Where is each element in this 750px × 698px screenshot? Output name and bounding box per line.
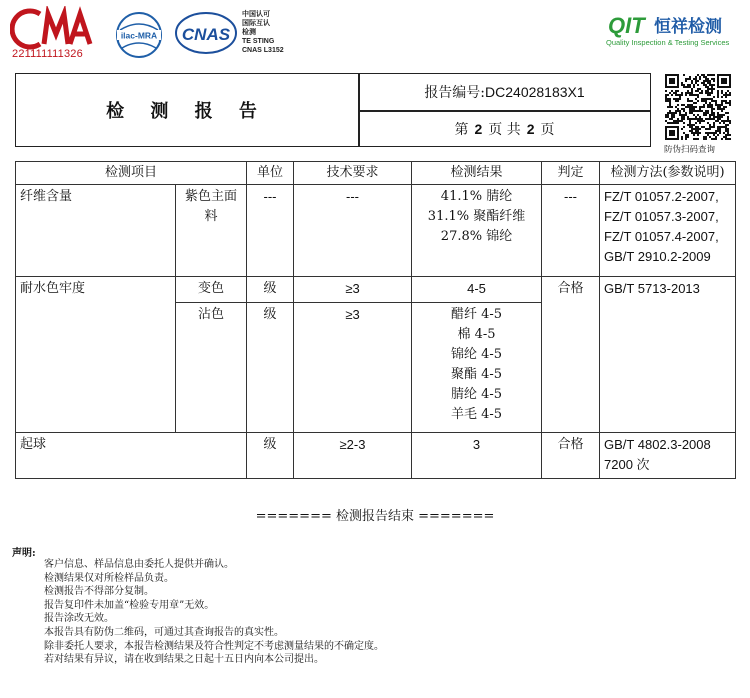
- result-line: 醋纤 4-5: [450, 307, 503, 322]
- header-unit: 单位: [247, 162, 294, 185]
- report-number-value: DC24028183X1: [485, 83, 585, 100]
- table-row: [16, 185, 736, 277]
- method-fiber: [600, 185, 736, 277]
- result-line: 腈纶 4-5: [450, 387, 503, 402]
- cnas-accreditation-text: 中国认可 国际互认 检测 TE STING CNAS L3152: [242, 11, 284, 54]
- results-table: [15, 161, 736, 479]
- declaration-item: 检测结果仅对所检样品负责。: [44, 572, 174, 584]
- unit-fiber: ---: [247, 185, 294, 277]
- result-line: 27.8% 锦纶: [440, 229, 513, 244]
- svg-text:QIT: QIT: [608, 13, 645, 38]
- judgement-water-fastness: 合格: [542, 277, 600, 433]
- report-end-line: ======= 检测报告结束 =======: [255, 509, 495, 524]
- unit-change: 级: [247, 277, 294, 303]
- result-line: 棉 4-5: [457, 327, 496, 342]
- method-line: GB/T 4802.3-2008: [604, 437, 711, 452]
- sub-item-staining: 沾色: [176, 303, 247, 433]
- requirement-fiber: ---: [294, 185, 412, 277]
- declaration-item: 报告复印件未加盖“检验专用章”无效。: [44, 599, 215, 611]
- sub-item-fiber: 紫色主面料: [176, 185, 247, 277]
- qr-code[interactable]: [665, 74, 731, 144]
- result-line: 41.1% 腈纶: [440, 189, 513, 204]
- page-info: [358, 111, 651, 147]
- page-suffix: 页: [540, 122, 555, 138]
- unit-staining: 级: [247, 303, 294, 433]
- unit-pilling: 级: [247, 433, 294, 479]
- item-fiber: 纤维含量: [16, 185, 176, 277]
- declaration-item: 报告涂改无效。: [44, 613, 114, 625]
- header-requirement: 技术要求: [294, 162, 412, 185]
- cnas-logo: [174, 10, 238, 60]
- judgement-fiber: ---: [542, 185, 600, 277]
- sub-item-change: 变色: [176, 277, 247, 303]
- svg-text:恒祥检测: 恒祥检测: [654, 17, 722, 37]
- table-row: [16, 277, 736, 303]
- method-line: FZ/T 01057.4-2007,: [604, 229, 719, 244]
- page-current: 2: [474, 121, 483, 137]
- table-header-row: [16, 162, 736, 185]
- header-result: 检测结果: [412, 162, 542, 185]
- method-pilling: [600, 433, 736, 479]
- company-tagline: Quality Inspection & Testing Services: [606, 38, 730, 47]
- report-title: 检 测 报 告: [106, 101, 267, 122]
- declaration-item: 客户信息、样品信息由委托人提供并确认。: [44, 559, 234, 570]
- ilac-mra-logo: [112, 10, 166, 64]
- report-number-label: 报告编号:: [424, 84, 486, 101]
- result-line: 聚酯 4-5: [450, 367, 503, 382]
- report-number: [358, 73, 651, 110]
- header-judgement: 判定: [542, 162, 600, 185]
- item-pilling: 起球: [16, 433, 247, 479]
- declaration-list: [44, 558, 384, 667]
- header-method: 检测方法(参数说明): [600, 162, 736, 185]
- method-line: 7200 次: [604, 457, 650, 472]
- result-pilling: 3: [412, 433, 542, 479]
- requirement-change: ≥3: [294, 277, 412, 303]
- svg-text:ilac-MRA: ilac-MRA: [120, 30, 158, 41]
- result-staining: [412, 303, 542, 433]
- requirement-pilling: ≥2-3: [294, 433, 412, 479]
- result-line: 31.1% 聚酯纤维: [427, 209, 526, 224]
- judgement-pilling: 合格: [542, 433, 600, 479]
- requirement-staining: ≥3: [294, 303, 412, 433]
- declaration-item: 若对结果有异议，请在收到结果之日起十五日内向本公司提出。: [44, 654, 324, 666]
- declaration-item: 检测报告不得部分复制。: [44, 586, 154, 598]
- page-mid: 页 共: [488, 122, 521, 138]
- result-fiber: [412, 185, 542, 277]
- declaration-item: 除非委托人要求，本报告检测结果及符合性判定不考虑测量结果的不确定度。: [44, 640, 384, 652]
- method-line: GB/T 2910.2-2009: [604, 249, 711, 264]
- cma-code: 221111111326: [12, 48, 83, 60]
- result-change: 4-5: [412, 277, 542, 303]
- page-prefix: 第: [454, 122, 469, 138]
- qr-caption: 防伪扫码查询: [664, 145, 716, 155]
- header-item: 检测项目: [16, 162, 247, 185]
- svg-text:CNAS: CNAS: [181, 25, 231, 44]
- page-total: 2: [526, 121, 535, 137]
- declaration-item: 本报告具有防伪二维码，可通过其查询报告的真实性。: [44, 626, 284, 638]
- item-water-fastness: 耐水色牢度: [16, 277, 176, 433]
- result-line: 锦纶 4-5: [450, 347, 503, 362]
- table-row: [16, 433, 736, 479]
- result-line: 羊毛 4-5: [450, 407, 503, 422]
- method-water-fastness: GB/T 5713-2013: [600, 277, 736, 433]
- method-line: FZ/T 01057.3-2007,: [604, 209, 719, 224]
- method-line: FZ/T 01057.2-2007,: [604, 189, 719, 204]
- declaration-title: 声明:: [12, 548, 36, 559]
